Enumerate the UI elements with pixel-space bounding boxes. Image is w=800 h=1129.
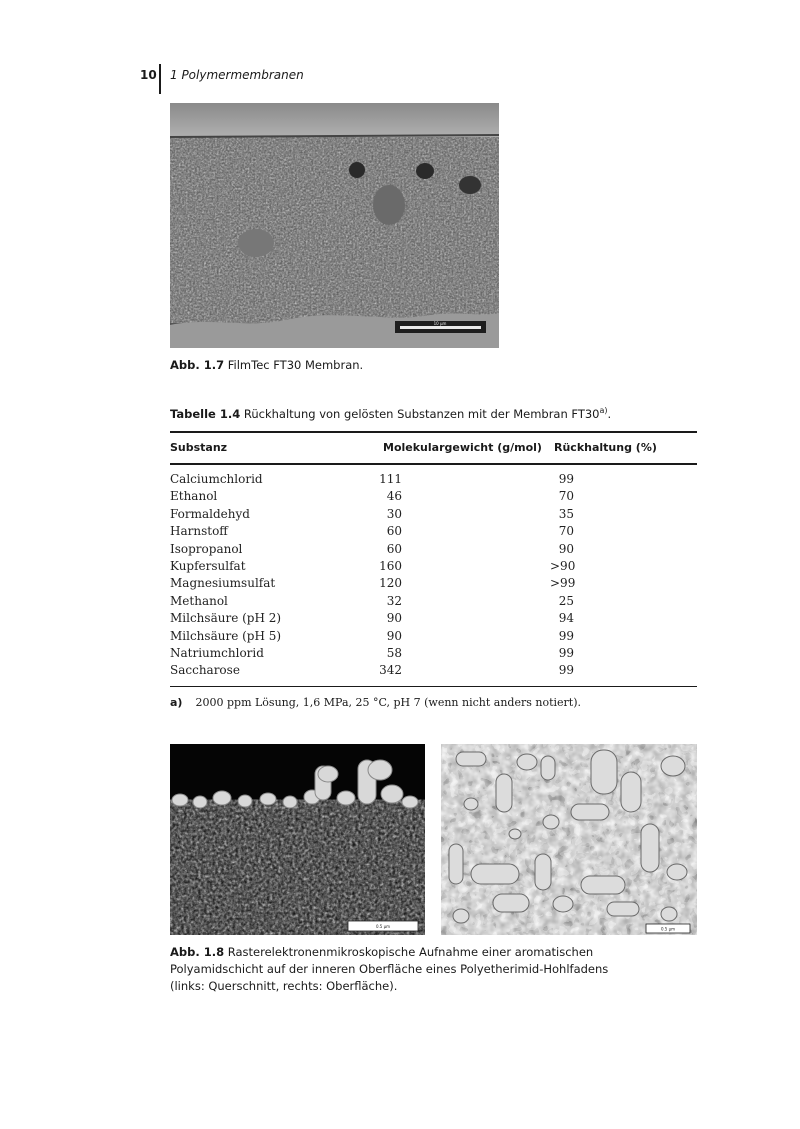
column-header-substance: Substanz xyxy=(170,441,228,454)
cell-retention: 99 xyxy=(558,645,574,660)
figure-caption-text: FilmTec FT30 Membran. xyxy=(227,358,364,372)
caption-line: Polyamidschicht auf der inneren Oberfläche eines Polyetherimid-Hohlfadens xyxy=(170,962,609,976)
cell-retention: >99 xyxy=(550,576,576,591)
figure-1-7-caption xyxy=(170,357,363,374)
cell-molecular-weight: 160 xyxy=(379,558,402,573)
cell-retention: 99 xyxy=(558,628,574,643)
chapter-title: 1 Polymermembranen xyxy=(170,68,304,82)
cell-substance: Saccharose xyxy=(170,663,240,678)
caption-line xyxy=(170,944,710,961)
cell-retention: 99 xyxy=(558,663,574,678)
table-row xyxy=(170,507,697,524)
table-caption xyxy=(170,406,611,421)
cell-retention: 70 xyxy=(558,489,574,504)
table-row xyxy=(170,559,697,576)
table-header-rule xyxy=(170,463,697,465)
cell-molecular-weight: 90 xyxy=(386,628,402,643)
table-row xyxy=(170,646,697,663)
cell-substance: Methanol xyxy=(170,593,228,608)
table-label: Tabelle 1.4 xyxy=(170,406,241,421)
cell-molecular-weight: 32 xyxy=(386,593,402,608)
cell-retention: 90 xyxy=(558,541,574,556)
cell-substance: Magnesiumsulfat xyxy=(170,576,276,591)
cell-substance: Natriumchlorid xyxy=(170,645,264,660)
cell-molecular-weight: 120 xyxy=(379,576,402,591)
figure-label: Abb. 1.7 xyxy=(170,358,225,372)
cell-retention: 25 xyxy=(558,593,574,608)
figure-1-8-right-image xyxy=(441,744,697,935)
cell-molecular-weight: 60 xyxy=(386,524,402,539)
scale-bar-label: 0.5 µm xyxy=(375,924,391,929)
cell-molecular-weight: 342 xyxy=(379,663,402,678)
cell-molecular-weight: 30 xyxy=(386,506,402,521)
cell-retention: 94 xyxy=(558,611,574,626)
cell-molecular-weight: 46 xyxy=(386,489,402,504)
cell-molecular-weight: 111 xyxy=(379,472,402,486)
cell-substance: Harnstoff xyxy=(170,524,228,539)
table-row xyxy=(170,524,697,541)
column-header-retention: Rückhaltung (%) xyxy=(554,441,657,454)
cell-retention: 35 xyxy=(558,506,574,521)
figure-1-7-image xyxy=(170,103,499,348)
table-bottom-rule xyxy=(170,686,697,687)
table-caption-text: Rückhaltung von gelösten Substanzen mit der Membran FT30 xyxy=(243,406,600,421)
scale-bar-label: 0.5 µm xyxy=(660,926,676,932)
cell-molecular-weight: 90 xyxy=(386,611,402,626)
cell-substance: Calciumchlorid xyxy=(170,472,263,486)
table-caption-end: . xyxy=(607,406,612,421)
figure-1-8-left-image xyxy=(170,744,425,935)
scale-bar-label: 10 µm xyxy=(433,321,447,326)
table-row xyxy=(170,611,697,628)
column-header-molecular-weight: Molekulargewicht (g/mol) xyxy=(383,441,542,454)
cell-substance: Milchsäure (pH 2) xyxy=(170,611,282,626)
cell-molecular-weight: 60 xyxy=(386,541,402,556)
table-row xyxy=(170,472,697,489)
cell-molecular-weight: 58 xyxy=(386,645,402,660)
table-row xyxy=(170,489,697,506)
table-row xyxy=(170,663,697,680)
caption-line-text: Rasterelektronenmikroskopische Aufnahme einer aromatischen xyxy=(227,945,594,959)
table-row xyxy=(170,629,697,646)
footnote-ref: a) xyxy=(599,406,608,415)
cell-substance: Formaldehyd xyxy=(170,506,250,521)
cell-retention: 99 xyxy=(558,472,574,486)
cell-substance: Milchsäure (pH 5) xyxy=(170,628,282,643)
figure-label: Abb. 1.8 xyxy=(170,945,225,959)
table-row xyxy=(170,542,697,559)
table-row xyxy=(170,576,697,593)
cell-substance: Ethanol xyxy=(170,489,218,504)
cell-retention: >90 xyxy=(550,558,576,573)
footnote-text: 2000 ppm Lösung, 1,6 MPa, 25 °C, pH 7 (wenn nicht anders notiert). xyxy=(195,696,581,709)
caption-line: (links: Querschnitt, rechts: Oberfläche). xyxy=(170,979,398,993)
cell-substance: Isopropanol xyxy=(170,541,243,556)
table-row xyxy=(170,594,697,611)
table-top-rule xyxy=(170,431,697,433)
header-divider xyxy=(159,64,161,94)
page-number: 10 xyxy=(140,68,157,82)
footnote-mark: a) xyxy=(170,696,183,709)
figure-1-8-caption xyxy=(170,944,710,995)
table-body xyxy=(170,472,697,681)
cell-substance: Kupfersulfat xyxy=(170,558,246,573)
table-footnote xyxy=(170,696,581,709)
cell-retention: 70 xyxy=(558,524,574,539)
